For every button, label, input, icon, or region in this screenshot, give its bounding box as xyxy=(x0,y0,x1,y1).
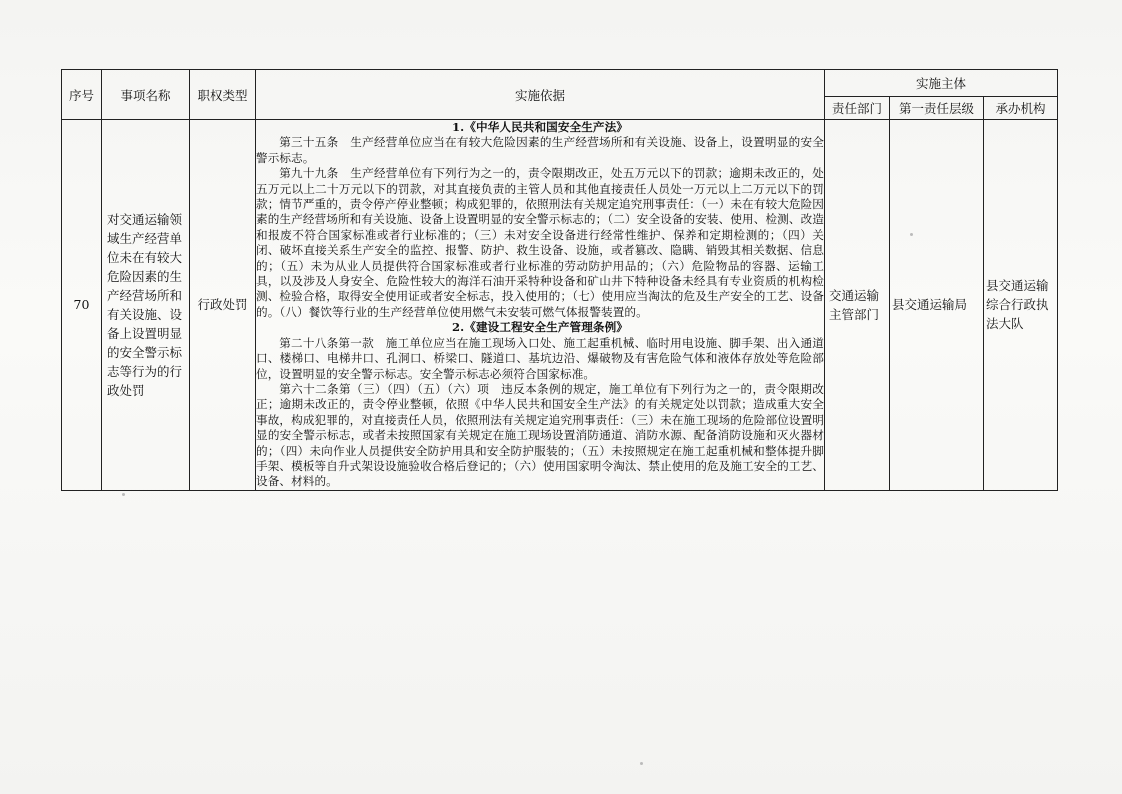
header-row-1 xyxy=(62,70,1058,97)
row-item-name: 对交通运输领域生产经营单位未在有较大危险因素的生产经营场所和有关设施、设备上设置明显的安全警示标志等行为的行政处罚 xyxy=(102,120,190,491)
scan-speck xyxy=(122,493,125,496)
row-first-level: 县交通运输局 xyxy=(890,120,984,491)
row-power-type: 行政处罚 xyxy=(190,120,256,491)
law2-article62: 第六十二条第（三）（四）（五）（六）项 违反本条例的规定，施工单位有下列行为之一的，责令限期改正；逾期未改正的，责令停业整顿，依照《中华人民共和国安全生产法》的有关规定处以罚款；造成重大安全事故，构成犯罪的，对直接责任人员，依照刑法有关规定追究刑事责任：（三）未在施工现场的危险部位设置明显的安全警示标志，或者未按照国家有关规定在施工现场设置消防通道、消防水源、配备消防设施和灭火器材的；（四）未向作业人员提供安全防护用具和安全防护服装的；（五）未按照规定在施工起重机械和整体提升脚手架、模板等自升式架设设施验收合格后登记的；（六）使用国家明令淘汰、禁止使用的危及施工安全的工艺、设备、材料的。 xyxy=(256,381,824,489)
law1-title: 1.《中华人民共和国安全生产法》 xyxy=(451,120,629,134)
header-handling-agency: 承办机构 xyxy=(984,97,1058,120)
header-implementer: 实施主体 xyxy=(825,70,1058,97)
law2-article28: 第二十八条第一款 施工单位应当在施工现场入口处、施工起重机械、临时用电设施、脚手架、出入通道口、楼梯口、电梯井口、孔洞口、桥梁口、隧道口、基坑边沿、爆破物及有害危险气体和液体存放处等危险部位，设置明显的安全警示标志。安全警示标志必须符合国家标准。 xyxy=(256,335,824,381)
law1-article35: 第三十五条 生产经营单位应当在有较大危险因素的生产经营场所和有关设施、设备上，设置明显的安全警示标志。 xyxy=(256,135,824,165)
header-responsible-dept: 责任部门 xyxy=(825,97,890,120)
header-basis: 实施依据 xyxy=(256,70,825,120)
law2-title: 2.《建设工程安全生产管理条例》 xyxy=(451,320,629,335)
scan-speck xyxy=(640,762,643,765)
header-no: 序号 xyxy=(62,70,102,120)
table-row xyxy=(62,120,1058,491)
row-responsible-dept: 交通运输主管部门 xyxy=(825,120,890,491)
header-first-level: 第一责任层级 xyxy=(890,97,984,120)
scan-speck xyxy=(910,233,913,236)
header-item-name: 事项名称 xyxy=(102,70,190,120)
powers-table xyxy=(61,69,1058,491)
law1-article99: 第九十九条 生产经营单位有下列行为之一的，责令限期改正，处五万元以下的罚款；逾期未改正的，处五万元以上二十万元以下的罚款，对其直接负责的主管人员和其他直接责任人员处一万元以上二万元以下的罚款；情节严重的，责令停产停业整顿；构成犯罪的，依照刑法有关规定追究刑事责任：（一）未在有较大危险因素的生产经营场所和有关设施、设备上设置明显的安全警示标志的；（二）安全设备的安装、使用、检测、改造和报废不符合国家标准或者行业标准的；（三）未对安全设备进行经常性维护、保养和定期检测的；（四）关闭、破坏直接关系生产安全的监控、报警、防护、救生设备、设施，或者篡改、隐瞒、销毁其相关数据、信息的；（五）未为从业人员提供符合国家标准或者行业标准的劳动防护用品的；（六）危险物品的容器、运输工具，以及涉及人身安全、危险性较大的海洋石油开采特种设备和矿山井下特种设备未经具有专业资质的机构检测、检验合格，取得安全使用证或者安全标志，投入使用的；（七）使用应当淘汰的危及生产安全的工艺、设备的。（八）餐饮等行业的生产经营单位使用燃气未安装可燃气体报警装置的。 xyxy=(256,166,824,319)
header-power-type: 职权类型 xyxy=(190,70,256,120)
row-no: 70 xyxy=(62,120,102,491)
row-basis xyxy=(256,120,825,491)
row-handling-agency: 县交通运输综合行政执法大队 xyxy=(984,120,1058,491)
